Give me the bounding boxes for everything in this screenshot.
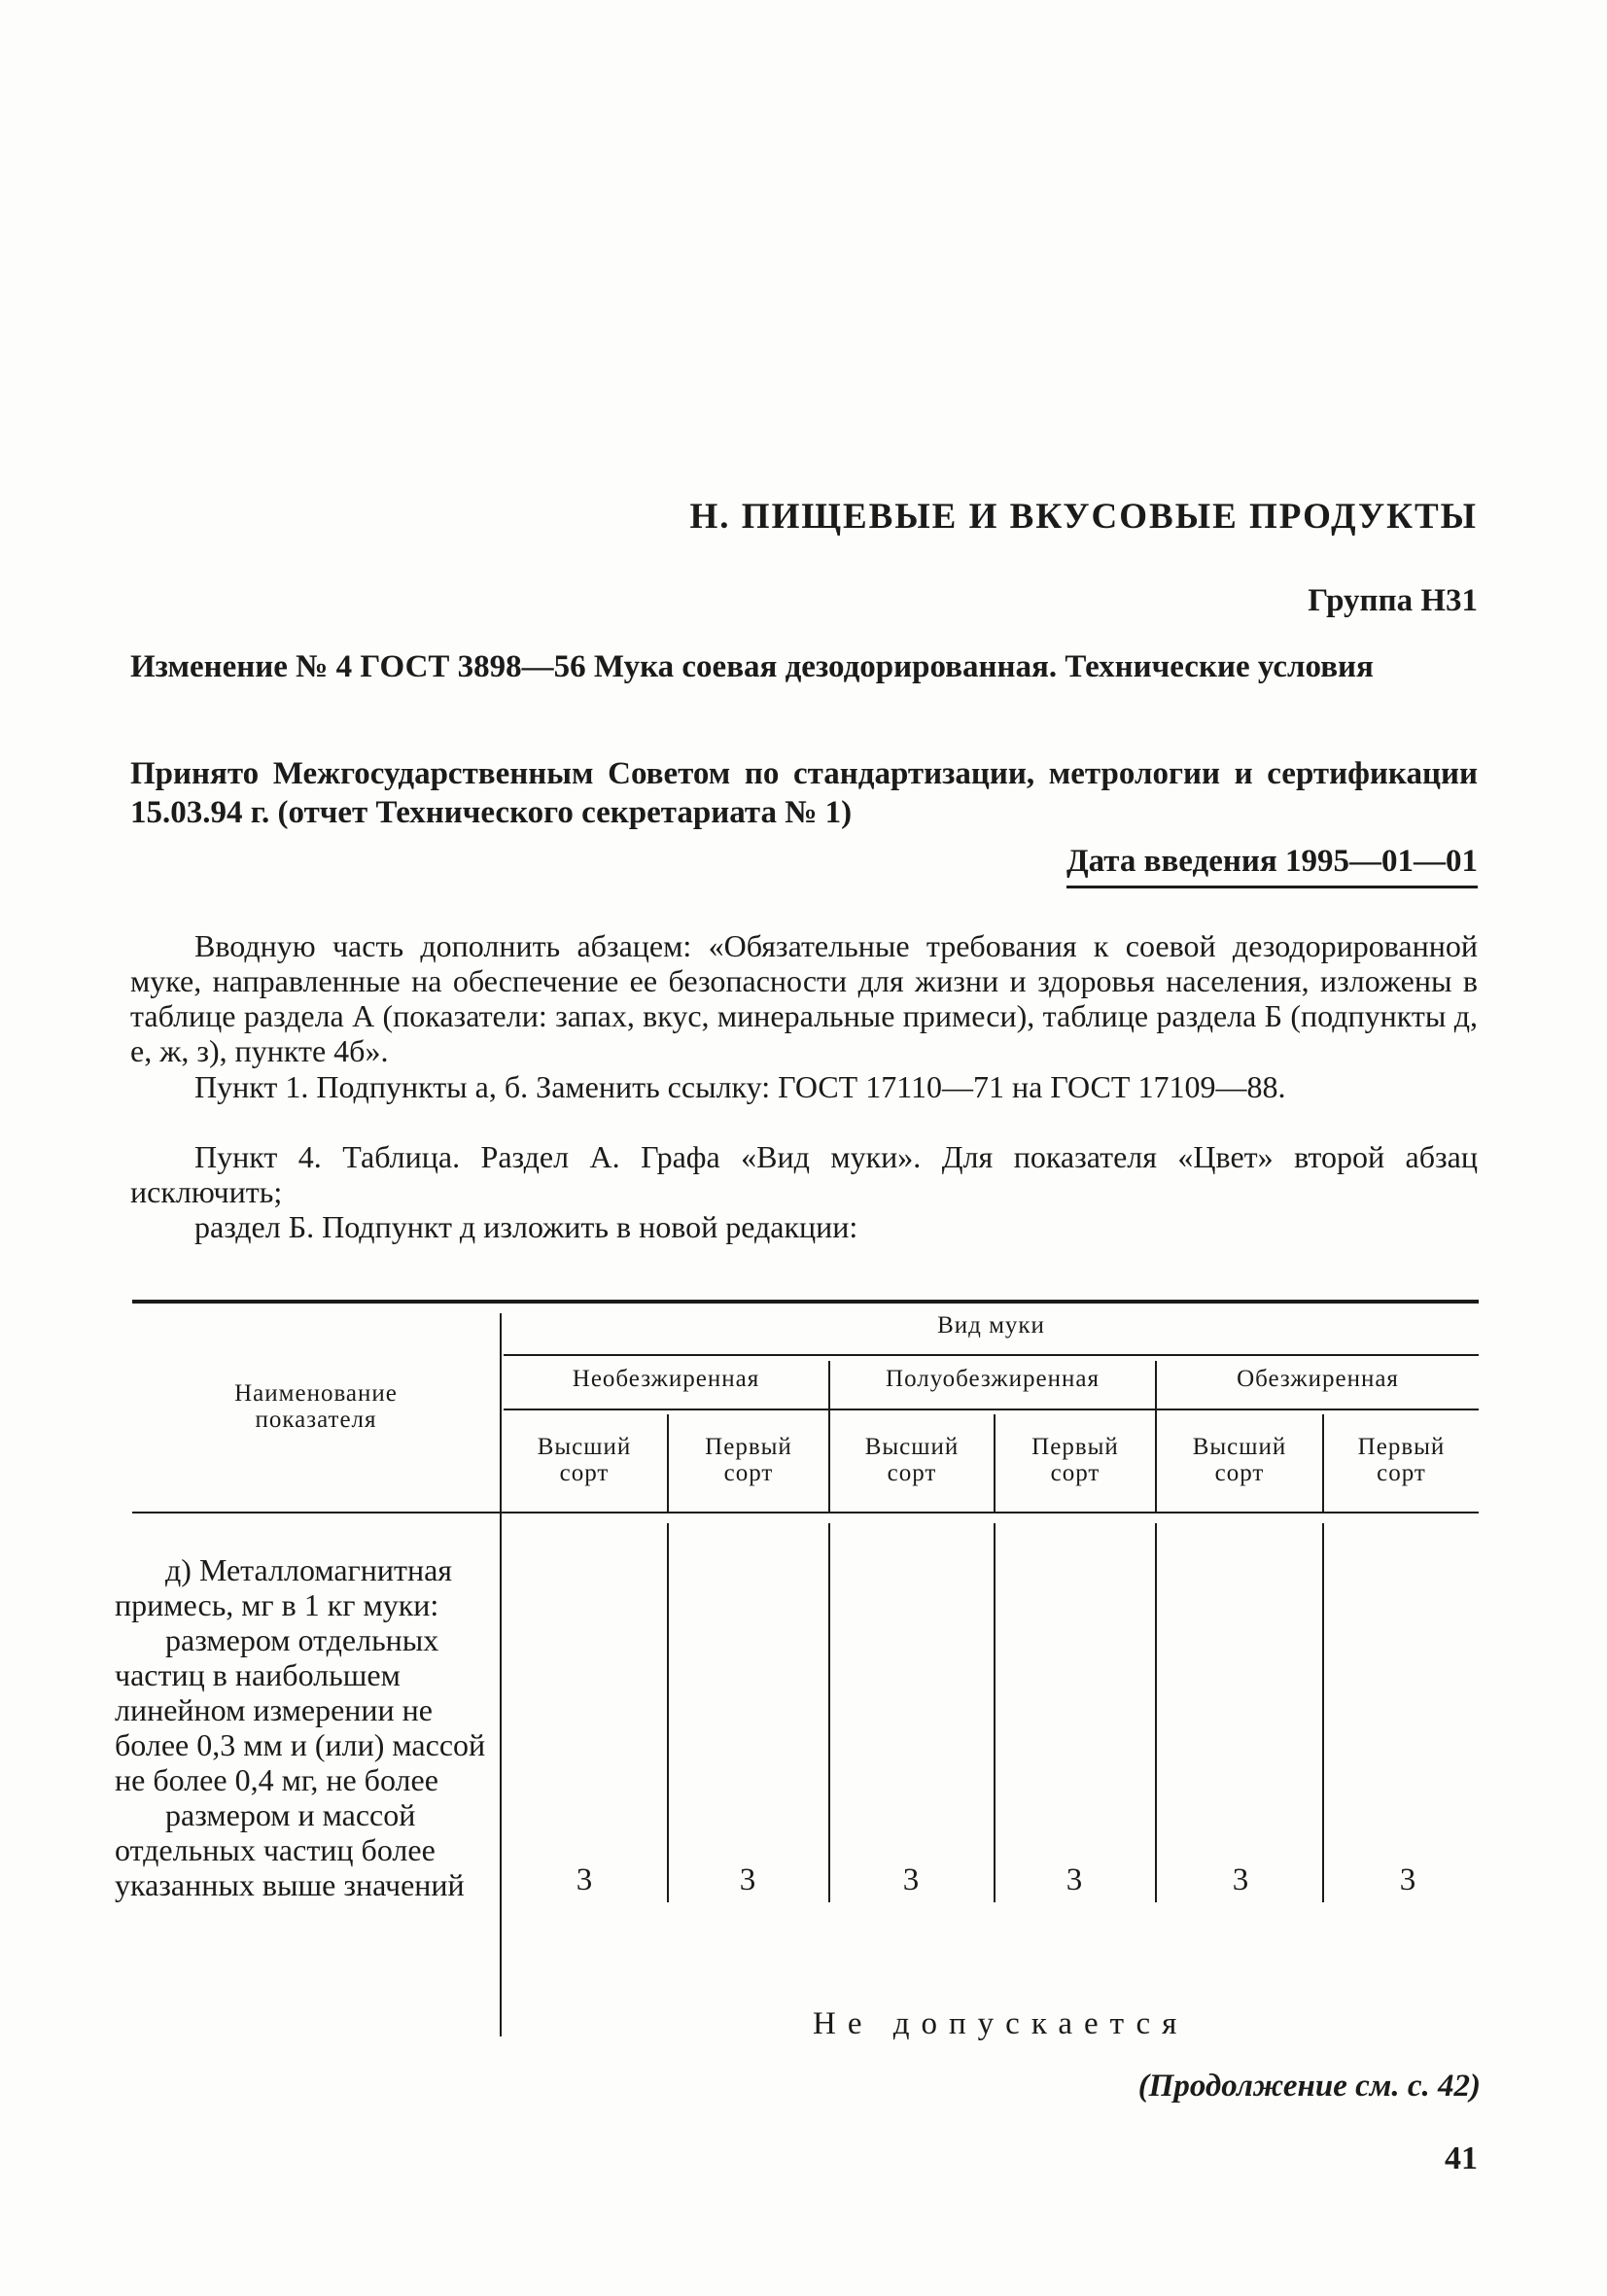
body-divider-1	[667, 1523, 669, 1902]
section-title: Н. ПИЩЕВЫЕ И ВКУСОВЫЕ ПРОДУКТЫ	[689, 497, 1478, 537]
row-label-large-particles: размером и массой отдельных частиц более указанных выше значений	[115, 1797, 465, 1902]
header-bottom-rule	[132, 1512, 1479, 1513]
body-divider-3	[994, 1523, 996, 1902]
paragraph-section-b: раздел Б. Подпункт д изложить в новой редакции:	[194, 1209, 858, 1244]
grade-header-5: Высший сорт	[1192, 1434, 1287, 1486]
row-label-title: д) Металломагнитная примесь, мг в 1 кг муки:	[115, 1552, 452, 1622]
col-header-line-2: показателя	[255, 1407, 377, 1433]
value-cell: 3	[1232, 1862, 1249, 1897]
subgroup-header-3: Обезжиренная	[1237, 1366, 1399, 1392]
group-code: Группа Н31	[1308, 583, 1478, 618]
introduction-date: Дата введения 1995—01—01	[1066, 844, 1478, 888]
col-divider-name	[500, 1313, 502, 2036]
adoption-note: Принято Межгосударственным Советом по стандартизации, метрологии и сертификации 15.03.94 г. (отчет Технического секретариата № 1)	[130, 756, 1478, 830]
amendment-title: Изменение № 4 ГОСТ 3898—56 Мука соевая дезодорированная. Технические условия	[130, 649, 1374, 684]
grade-header-4: Первый сорт	[1031, 1434, 1119, 1486]
body-divider-4	[1155, 1523, 1157, 1902]
row-label-small-particles: размером отдельных частиц в наибольшем линейном измерении не более 0,3 мм и (или) массой не более 0,4 мг, не более	[115, 1622, 486, 1797]
grade-header-1: Высший сорт	[537, 1434, 632, 1486]
table-top-rule	[132, 1300, 1479, 1304]
value-cell: 3	[902, 1862, 920, 1897]
grade-header-3: Высший сорт	[864, 1434, 960, 1486]
row-label-metallomagnetic	[115, 1552, 494, 1902]
not-allowed-value: Не допускается	[813, 2006, 1189, 2041]
col-header-line-1: Наименование	[234, 1380, 398, 1407]
paragraph-item-4: Пункт 4. Таблица. Раздел А. Графа «Вид муки». Для показателя «Цвет» второй абзац исключить;	[130, 1139, 1478, 1209]
body-divider-2	[828, 1523, 830, 1902]
subgroup-header-2: Полуобезжиренная	[886, 1366, 1100, 1392]
value-cell: 3	[576, 1862, 593, 1897]
body-divider-5	[1322, 1523, 1324, 1902]
value-cell: 3	[1066, 1862, 1083, 1897]
value-cell: 3	[1399, 1862, 1416, 1897]
grade-header-2: Первый сорт	[705, 1434, 792, 1486]
subgroup-header-rule	[504, 1409, 1479, 1410]
page-number: 41	[1445, 2140, 1478, 2176]
subgroup-header-1: Необезжиренная	[572, 1366, 760, 1392]
group-header: Вид муки	[937, 1312, 1045, 1339]
group-header-rule	[504, 1354, 1479, 1356]
col-header-indicator	[185, 1380, 447, 1433]
paragraph-intro: Вводную часть дополнить абзацем: «Обязательные требования к соевой дезодорированной муке, направленные на обеспечение ее безопасности для жизни и здоровья населения, изложены в таблице раздела А (показатели: запах, вкус, минеральные примеси), таблице раздела Б (подпункты д, е, ж, з), пункте 4б».	[130, 928, 1478, 1068]
paragraph-item-1: Пункт 1. Подпункты а, б. Заменить ссылку: ГОСТ 17110—71 на ГОСТ 17109—88.	[194, 1069, 1286, 1104]
value-cell: 3	[739, 1862, 756, 1897]
continuation-note: (Продолжение см. с. 42)	[1137, 2069, 1481, 2104]
grade-header-6: Первый сорт	[1357, 1434, 1446, 1486]
